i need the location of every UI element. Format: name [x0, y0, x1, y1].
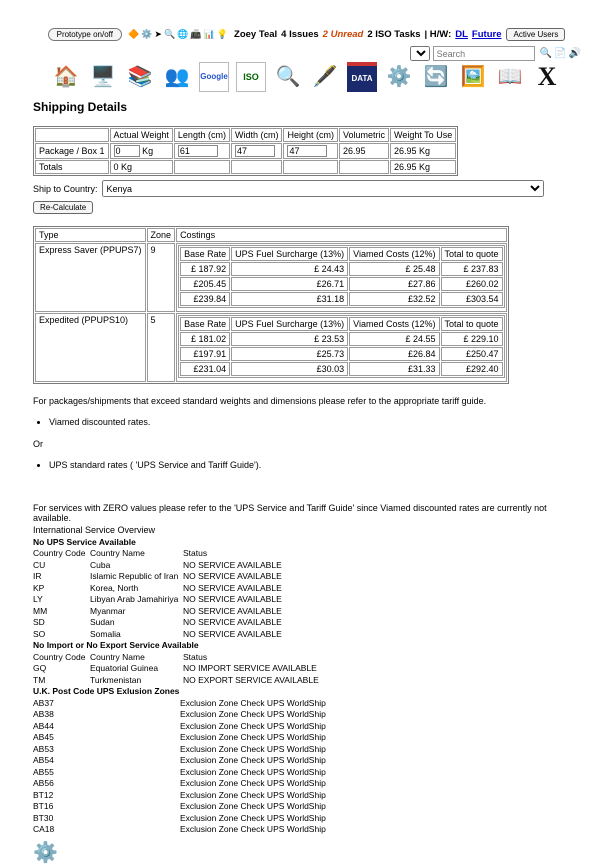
- iso-9001-icon[interactable]: ISO: [236, 62, 266, 92]
- totals-weight: 0 Kg: [110, 160, 173, 174]
- table-cell: GQ: [33, 663, 47, 673]
- postcode-cell: BT12: [33, 789, 54, 800]
- postcode-cell: BT16: [33, 801, 54, 811]
- postcode-cell: AB53: [33, 743, 54, 754]
- signature-icon[interactable]: 🖋️: [312, 66, 338, 88]
- chart-picture-icon[interactable]: 🖼️: [460, 66, 486, 88]
- dl-link[interactable]: DL: [455, 29, 468, 40]
- x-logo-icon[interactable]: X: [537, 62, 557, 91]
- status-icons: [127, 29, 229, 40]
- zero-values-note: For services with ZERO values please refer to the 'UPS Service and Tariff Guide' since Viamed discounted rates are currently not available.: [33, 503, 547, 523]
- cost-row: [180, 347, 503, 361]
- volumetric-value: 26.95: [339, 143, 389, 159]
- cost-amount: £27.86: [349, 277, 439, 291]
- table-cell: Equatorial Guinea: [90, 663, 159, 673]
- costings-cell: [176, 243, 507, 312]
- cost-column-header: Viamed Costs (12%): [349, 317, 439, 331]
- data-icon[interactable]: DATA: [347, 62, 377, 92]
- empty-cell: [231, 160, 283, 174]
- exclusion-status-cell: Exclusion Zone Check UPS WorldShip: [180, 697, 326, 708]
- search-scope-select[interactable]: [410, 46, 430, 61]
- cost-amount: £ 24.55: [349, 332, 439, 346]
- column-header: [35, 128, 109, 142]
- cost-amount: £ 229.10: [441, 332, 503, 346]
- search-icon[interactable]: 🔍: [163, 29, 176, 39]
- fax-icon[interactable]: 📠: [190, 29, 202, 39]
- column-header: Zone: [147, 228, 176, 242]
- column-header: Type: [35, 228, 146, 242]
- width-cell: [231, 143, 283, 159]
- exclusion-status-cell: Exclusion Zone Check UPS WorldShip: [180, 755, 326, 765]
- cost-amount: £239.84: [180, 292, 230, 306]
- weights-header-row: [35, 128, 456, 142]
- empty-cell: [339, 160, 389, 174]
- table-cell: NO EXPORT SERVICE AVAILABLE: [183, 674, 319, 685]
- sync-icon[interactable]: 🔄: [423, 66, 449, 88]
- column-header: Status: [183, 651, 208, 662]
- column-header: Length (cm): [174, 128, 230, 142]
- package-row: [35, 143, 456, 159]
- table-cell: SD: [33, 617, 45, 627]
- cost-amount: £205.45: [180, 277, 230, 291]
- table-cell: NO SERVICE AVAILABLE: [183, 617, 282, 627]
- home-icon[interactable]: 🏠: [53, 66, 79, 88]
- costings-table: [178, 245, 505, 308]
- table-cell: Turkmenistan: [90, 674, 142, 685]
- cost-column-header: Total to quote: [441, 317, 503, 331]
- postcode-cell: CA18: [33, 824, 55, 834]
- service-overview: [33, 537, 580, 836]
- postcode-cell: AB45: [33, 732, 54, 742]
- page-title: Shipping Details: [33, 100, 128, 114]
- cost-amount: £26.84: [349, 347, 439, 361]
- iso-tasks-count[interactable]: 2 ISO Tasks: [367, 29, 421, 40]
- gears-icon[interactable]: ⚙️: [386, 66, 412, 88]
- globe-icon[interactable]: 🌐: [177, 29, 189, 39]
- table-cell: Libyan Arab Jamahiriya: [90, 594, 179, 604]
- table-cell: KP: [33, 582, 45, 593]
- service-type: Expedited (PPUPS10): [35, 313, 146, 382]
- exclusion-status-cell: Exclusion Zone Check UPS WorldShip: [180, 766, 326, 777]
- cost-amount: £197.91: [180, 347, 230, 361]
- rates-bullet-list: [49, 417, 580, 428]
- no-service-title: No UPS Service Available: [33, 536, 136, 547]
- postcode-cell: BT30: [33, 812, 54, 823]
- totals-label: Totals: [35, 160, 109, 174]
- exclusion-status-cell: Exclusion Zone Check UPS WorldShip: [180, 824, 326, 834]
- cost-column-header: UPS Fuel Surcharge (13%): [231, 247, 348, 261]
- column-header: Weight To Use: [390, 128, 456, 142]
- table-cell: IR: [33, 571, 42, 581]
- actual-weight-cell: [110, 143, 173, 159]
- cost-amount: £231.04: [180, 362, 230, 376]
- google-icon[interactable]: Google: [199, 62, 229, 92]
- cost-amount: £31.33: [349, 362, 439, 376]
- exclusion-table: [33, 698, 580, 836]
- height-input[interactable]: [287, 145, 327, 157]
- exceed-note: For packages/shipments that exceed standard weights and dimensions please refer to the appropriate tariff guide.: [33, 396, 487, 406]
- cost-amount: £ 187.92: [180, 262, 230, 276]
- library-icon[interactable]: 📚: [127, 66, 153, 88]
- cost-row: [180, 277, 503, 291]
- table-cell: NO IMPORT SERVICE AVAILABLE: [183, 663, 317, 673]
- ups-rates-item: • UPS standard rates ( 'UPS Service and Tariff Guide').: [49, 460, 580, 471]
- cost-amount: £260.02: [441, 277, 503, 291]
- or-label: Or: [33, 439, 43, 449]
- topbar: [0, 28, 613, 41]
- exclusion-status-cell: Exclusion Zone Check UPS WorldShip: [180, 801, 326, 811]
- gem-icon[interactable]: 🔶: [127, 29, 140, 39]
- weight-to-use-value: 26.95 Kg: [390, 143, 456, 159]
- no-import-export-title: No Import or No Export Service Available: [33, 640, 199, 650]
- user-name: Zoey Teal: [234, 29, 278, 40]
- column-header: Costings: [176, 228, 507, 242]
- postcode-cell: AB44: [33, 720, 54, 731]
- postcode-cell: AB37: [33, 697, 54, 708]
- column-header: Actual Weight: [110, 128, 173, 142]
- prototype-toggle-button[interactable]: Prototype on/off: [48, 28, 122, 41]
- table-cell: SO: [33, 628, 46, 639]
- postcode-cell: AB38: [33, 709, 54, 719]
- table-cell: NO SERVICE AVAILABLE: [183, 628, 282, 639]
- rates-bullet-list: [49, 460, 580, 471]
- totals-row: [35, 160, 456, 174]
- unread-count[interactable]: 2 Unread: [322, 29, 364, 40]
- cost-amount: £26.71: [231, 277, 348, 291]
- table-cell: NO SERVICE AVAILABLE: [183, 582, 282, 593]
- service-zone: 9: [147, 243, 176, 312]
- postcode-cell: AB55: [33, 766, 54, 777]
- table-cell: NO SERVICE AVAILABLE: [183, 594, 282, 604]
- cost-column-header: Viamed Costs (12%): [349, 247, 439, 261]
- column-header: Country Name: [90, 548, 145, 558]
- pointer-icon[interactable]: ➤: [154, 29, 162, 39]
- service-type: Express Saver (PPUPS7): [35, 243, 146, 312]
- cost-header-row: [180, 247, 503, 261]
- exclusion-status-cell: Exclusion Zone Check UPS WorldShip: [180, 720, 326, 731]
- height-cell: [283, 143, 338, 159]
- cost-amount: £ 24.43: [231, 262, 348, 276]
- ship-to-country-select[interactable]: [102, 180, 544, 197]
- length-input[interactable]: [178, 145, 218, 157]
- exclusion-status-cell: Exclusion Zone Check UPS WorldShip: [180, 732, 326, 742]
- table-cell: NO SERVICE AVAILABLE: [183, 605, 282, 616]
- ship-to-row: [33, 180, 580, 197]
- width-input[interactable]: [235, 145, 275, 157]
- cost-amount: £ 237.83: [441, 262, 503, 276]
- page-icon[interactable]: 📄: [554, 48, 567, 59]
- table-cell: Sudan: [90, 617, 115, 627]
- user-summary: [234, 29, 501, 40]
- weights-table: [33, 126, 458, 176]
- books-icon[interactable]: 📖: [497, 66, 523, 88]
- no-import-export-table: [33, 652, 580, 687]
- cost-amount: £303.54: [441, 292, 503, 306]
- no-service-table: [33, 548, 580, 640]
- cost-column-header: UPS Fuel Surcharge (13%): [231, 317, 348, 331]
- column-header: Status: [183, 548, 208, 558]
- service-row: [35, 313, 507, 382]
- cost-amount: £ 181.02: [180, 332, 230, 346]
- speaker-icon[interactable]: 🔊: [568, 48, 581, 59]
- cost-amount: £32.52: [349, 292, 439, 306]
- cost-column-header: Base Rate: [180, 317, 230, 331]
- search-icon[interactable]: 🔍: [275, 66, 301, 88]
- cost-amount: £25.73: [231, 347, 348, 361]
- search-icons: [538, 48, 581, 59]
- table-cell: MM: [33, 605, 48, 616]
- viamed-rates-item: • Viamed discounted rates.: [49, 417, 580, 428]
- costings-cell: [176, 313, 507, 382]
- column-header: Country Code: [33, 548, 86, 558]
- postcode-cell: AB56: [33, 778, 54, 788]
- cost-amount: £30.03: [231, 362, 348, 376]
- empty-cell: [283, 160, 338, 174]
- table-cell: TM: [33, 674, 46, 685]
- length-cell: [174, 143, 230, 159]
- actual-weight-input[interactable]: [114, 145, 140, 157]
- column-header: Width (cm): [231, 128, 283, 142]
- costings-table: [178, 315, 505, 378]
- future-link[interactable]: Future: [471, 29, 502, 40]
- exclusion-status-cell: Exclusion Zone Check UPS WorldShip: [180, 778, 326, 788]
- cost-amount: £292.40: [441, 362, 503, 376]
- rates-tbody: [35, 243, 507, 382]
- rates-table: [33, 226, 509, 384]
- cost-row: [180, 362, 503, 376]
- table-cell: Korea, North: [90, 582, 139, 593]
- table-cell: Islamic Republic of Iran: [90, 571, 179, 581]
- service-zone: 5: [147, 313, 176, 382]
- users-icon[interactable]: 👥: [164, 66, 190, 88]
- column-header: Volumetric: [339, 128, 389, 142]
- cost-header-row: [180, 317, 503, 331]
- rates-header-row: [35, 228, 507, 242]
- ship-to-label: Ship to Country:: [33, 183, 98, 194]
- search-input[interactable]: [433, 46, 535, 61]
- issues-count[interactable]: 4 Issues: [281, 29, 319, 40]
- cost-amount: £31.18: [231, 292, 348, 306]
- empty-cell: [174, 160, 230, 174]
- search-icon[interactable]: 🔍: [539, 48, 553, 59]
- cost-row: [180, 262, 503, 276]
- gear-icon[interactable]: ⚙️: [141, 29, 153, 39]
- table-cell: NO SERVICE AVAILABLE: [183, 559, 282, 570]
- chart-icon[interactable]: 📊: [203, 29, 215, 39]
- cost-amount: £ 23.53: [231, 332, 348, 346]
- service-row: [35, 243, 507, 312]
- desktop-icon[interactable]: 🖥️: [90, 66, 116, 88]
- exclusion-status-cell: Exclusion Zone Check UPS WorldShip: [180, 743, 326, 754]
- totals-weight-to-use: 26.95 Kg: [390, 160, 456, 174]
- exclusion-status-cell: Exclusion Zone Check UPS WorldShip: [180, 812, 326, 823]
- cost-row: [180, 332, 503, 346]
- bulb-icon[interactable]: 💡: [216, 29, 229, 39]
- table-cell: Myanmar: [90, 605, 126, 616]
- table-cell: LY: [33, 594, 43, 604]
- recalculate-button[interactable]: Re-Calculate: [33, 201, 93, 214]
- table-cell: NO SERVICE AVAILABLE: [183, 571, 282, 581]
- overview-intro: International Service Overview: [33, 525, 156, 535]
- cost-amount: £ 25.48: [349, 262, 439, 276]
- table-cell: CU: [33, 559, 46, 570]
- package-label: Package / Box 1: [35, 143, 109, 159]
- exclusion-status-cell: Exclusion Zone Check UPS WorldShip: [180, 709, 326, 719]
- hw-label: | H/W:: [424, 29, 452, 40]
- exclusion-status-cell: Exclusion Zone Check UPS WorldShip: [180, 789, 326, 800]
- postcode-cell: AB54: [33, 755, 54, 765]
- cost-column-header: Base Rate: [180, 247, 230, 261]
- active-users-button[interactable]: Active Users: [506, 28, 565, 41]
- table-cell: Cuba: [90, 559, 111, 570]
- weight-unit-label: Kg: [142, 146, 154, 156]
- cost-row: [180, 292, 503, 306]
- cost-amount: £250.47: [441, 347, 503, 361]
- exclusion-title: U.K. Post Code UPS Exlusion Zones: [33, 686, 180, 696]
- table-cell: Somalia: [90, 628, 121, 639]
- cost-column-header: Total to quote: [441, 247, 503, 261]
- search-bar: [410, 46, 581, 61]
- column-header: Height (cm): [283, 128, 338, 142]
- column-header: Country Name: [90, 651, 145, 662]
- main-content: [33, 100, 580, 865]
- column-header: Country Code: [33, 651, 86, 662]
- loading-gears-icon: ⚙️: [33, 841, 58, 864]
- icon-toolbar: [0, 62, 613, 92]
